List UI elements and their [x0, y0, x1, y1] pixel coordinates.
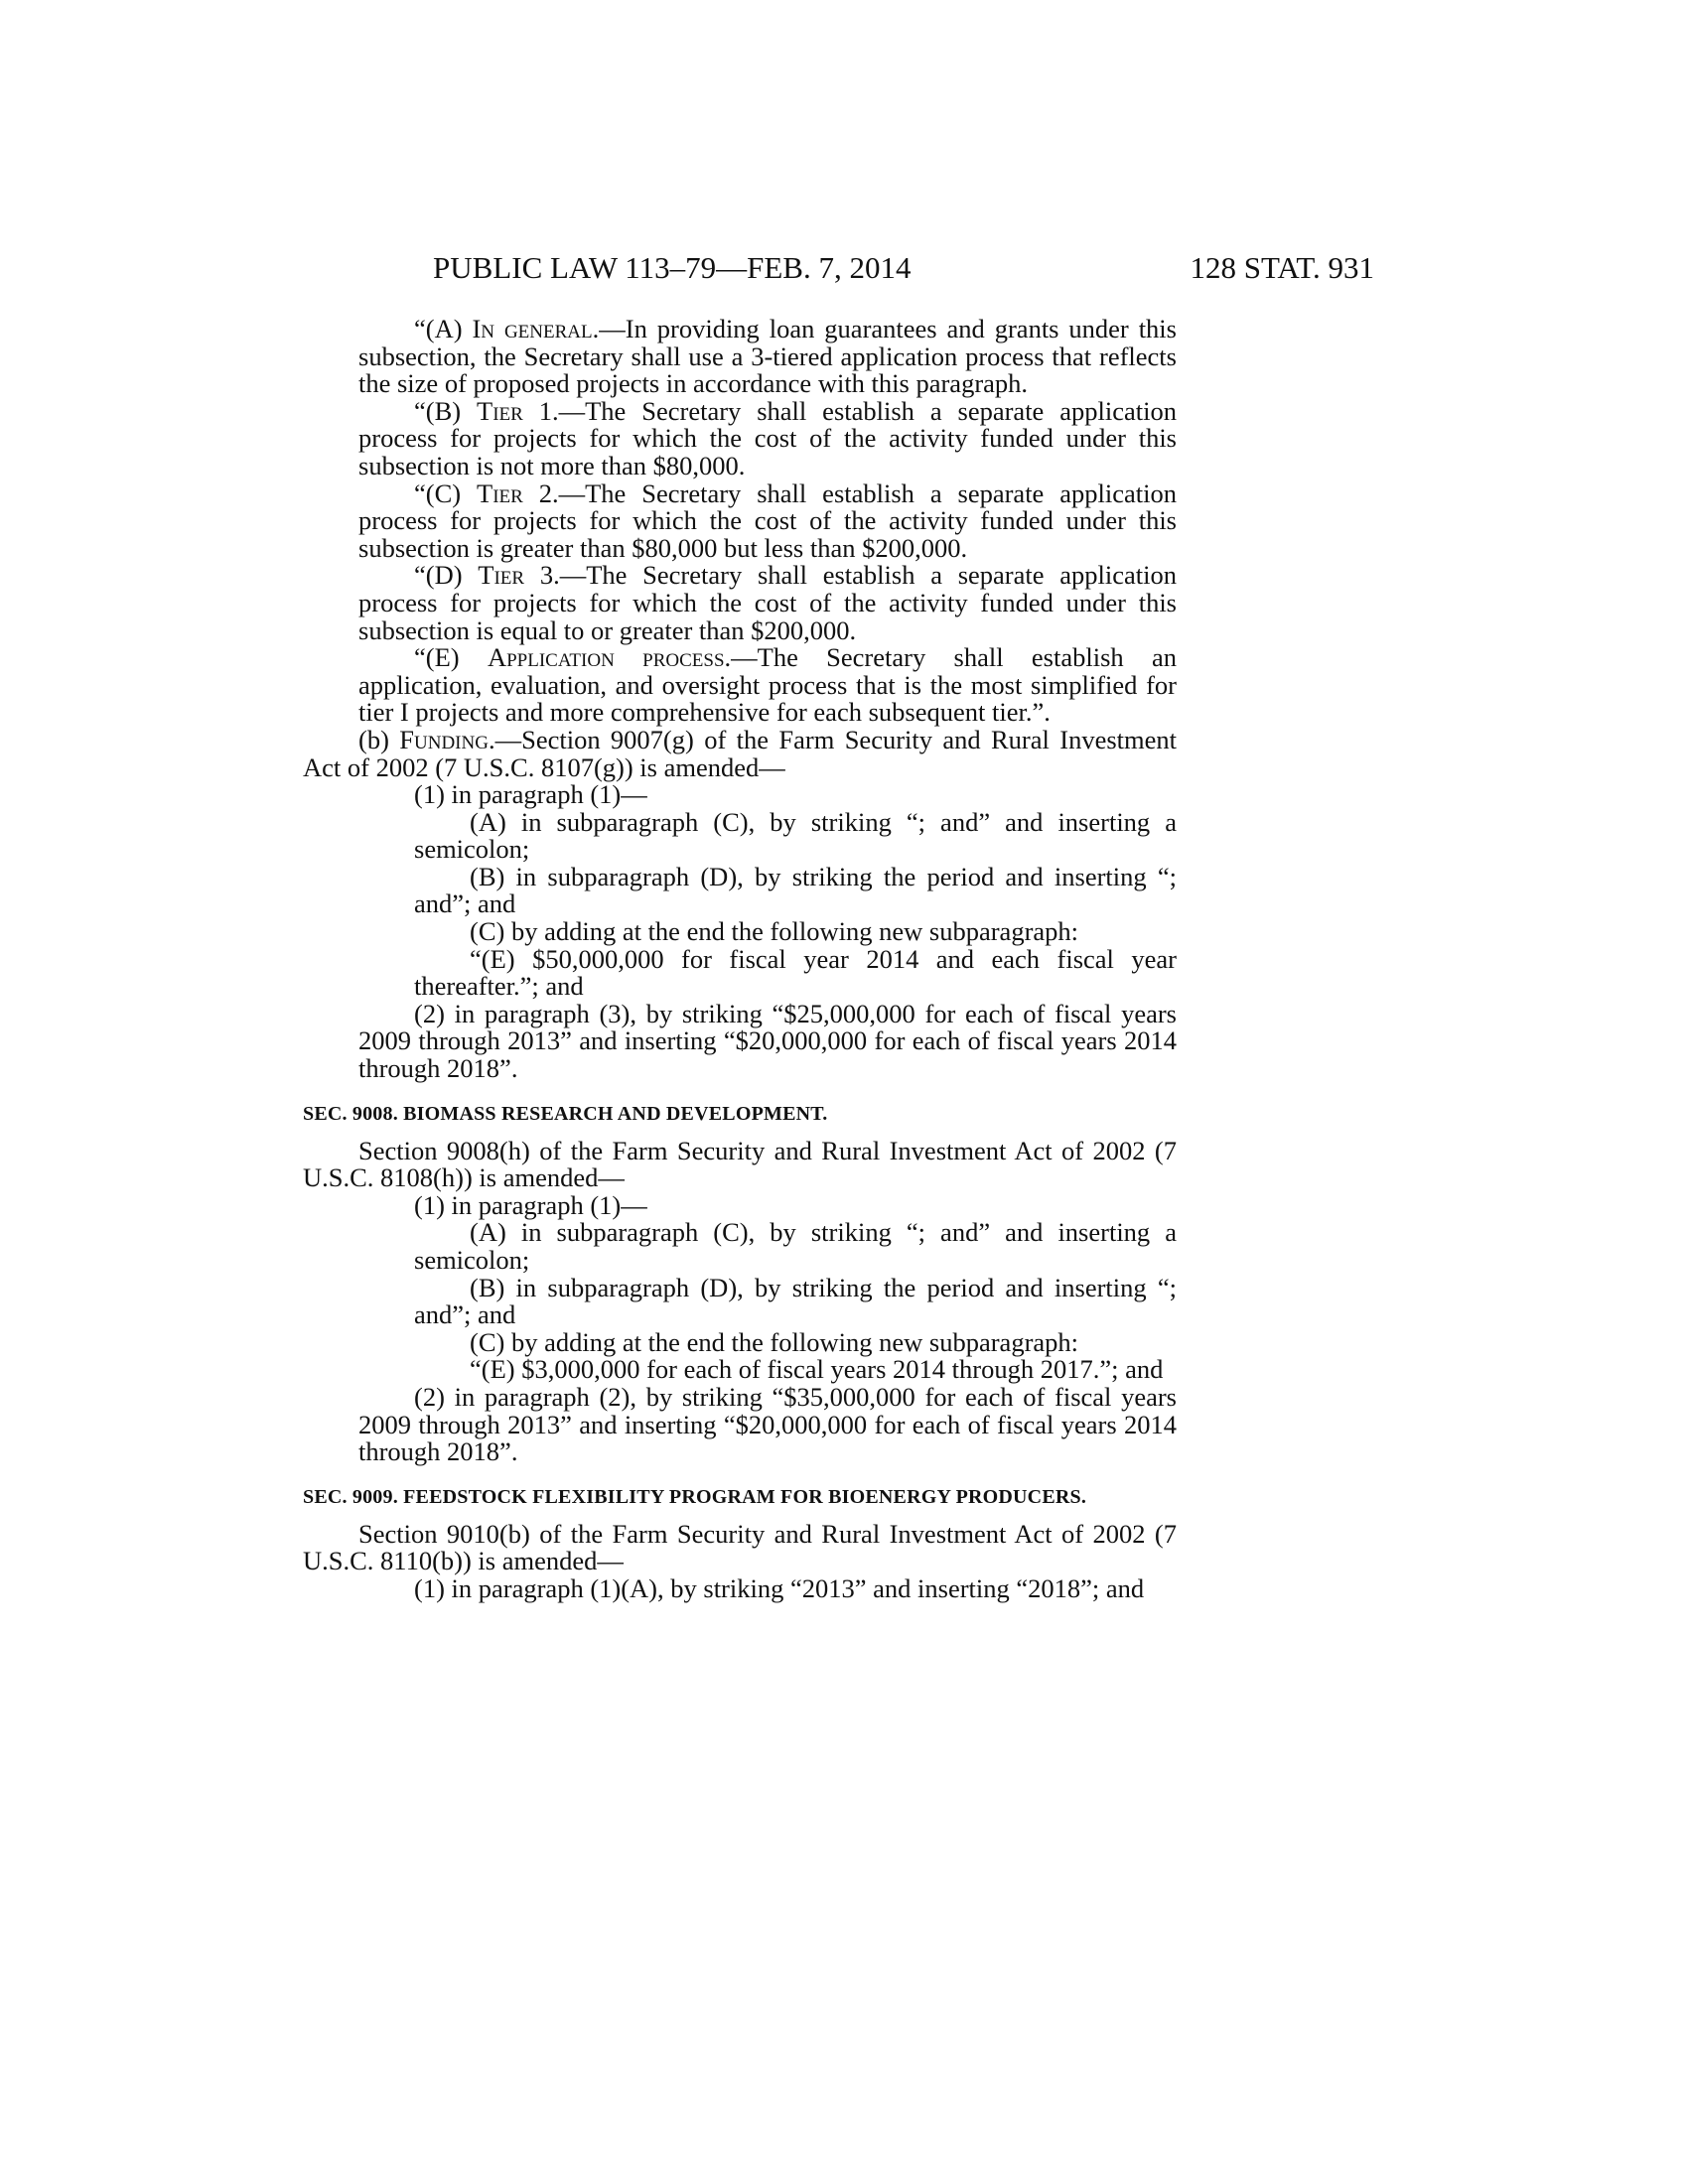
enum-label: “(A) [414, 314, 473, 343]
section-heading-9008: SEC. 9008. BIOMASS RESEARCH AND DEVELOPMENT. [303, 1102, 828, 1125]
running-header [298, 246, 1374, 290]
amendment-subitem: (C) by adding at the end the following new subparagraph: [470, 1326, 1079, 1357]
enum-label: “(B) [414, 395, 478, 426]
amendment-subitem: (B) in subparagraph (D), by striking the period and inserting “; and”; and [414, 1272, 1177, 1330]
paragraph-heading: Application process [487, 642, 725, 673]
paragraph-heading: Tier 3 [478, 560, 554, 591]
paragraph-tier-1 [303, 395, 1177, 480]
paragraph-application-process [303, 644, 1177, 727]
amendment-subitem: (A) in subparagraph (C), by striking “; and” and inserting a semicolon; [414, 1217, 1177, 1275]
statute-page-number: 128 STAT. 931 [1190, 250, 1374, 285]
paragraph-text: .—The Secretary shall establish a separate application process for projects for which the cost of the activity funded under this subsection is not more than $80,000. [358, 395, 1177, 480]
enum-label: “(C) [414, 478, 478, 508]
paragraph-heading: Tier 1 [477, 395, 552, 426]
paragraph-funding [303, 724, 1177, 782]
section-heading-9009: SEC. 9009. FEEDSTOCK FLEXIBILITY PROGRAM FOR BIOENERGY PRODUCERS. [303, 1485, 1087, 1508]
paragraph-tier-2 [303, 480, 1177, 563]
enum-label: “(E) [414, 642, 488, 673]
paragraph-text: .—The Secretary shall establish an application, evaluation, and oversight process that is the most simplified for tier I projects and more comprehensive for each subsequent tier.”. [358, 642, 1177, 728]
amendment-subitem: (A) in subparagraph (C), by striking “; and” and inserting a semicolon; [414, 806, 1177, 865]
amendment-item: (1) in paragraph (1)(A), by striking “2013” and inserting “2018”; and [414, 1572, 1145, 1603]
public-law-title: PUBLIC LAW 113–79—FEB. 7, 2014 [433, 250, 912, 285]
paragraph-text: .—The Secretary shall establish a separate application process for projects for which the cost of the activity funded under this subsection is equal to or greater than $200,000. [358, 560, 1177, 645]
amendment-item: (1) in paragraph (1)— [414, 1189, 647, 1220]
paragraph-text: .—Section 9007(g) of the Farm Security and Rural Investment Act of 2002 (7 U.S.C. 8107(g)) is amended— [303, 724, 1177, 782]
section-9008-intro: Section 9008(h) of the Farm Security and Rural Investment Act of 2002 (7 U.S.C. 8108(h)) is amended— [303, 1135, 1177, 1193]
paragraph-heading: In general [472, 314, 593, 343]
inserted-text: “(E) $50,000,000 for fiscal year 2014 and each fiscal year thereafter.”; and [414, 943, 1177, 1002]
paragraph-text: .—In providing loan guarantees and grants under this subsection, the Secretary shall use a 3-tiered application process that reflects the size of proposed projects in accordance with this paragraph. [358, 314, 1177, 399]
enum-label: (b) [358, 724, 400, 754]
paragraph-tier-3 [303, 562, 1177, 644]
paragraph-text: .—The Secretary shall establish a separate application process for projects for which the cost of the activity funded under this subsection is greater than $80,000 but less than $200,000. [358, 478, 1177, 563]
document-body [303, 316, 1177, 1603]
inserted-text: “(E) $3,000,000 for each of fiscal years 2014 through 2017.”; and [470, 1354, 1164, 1385]
enum-label: “(D) [414, 560, 479, 591]
paragraph-tier-general [303, 316, 1177, 398]
section-9009-intro: Section 9010(b) of the Farm Security and Rural Investment Act of 2002 (7 U.S.C. 8110(b)) is amended— [303, 1518, 1177, 1576]
amendment-item: (1) in paragraph (1)— [414, 779, 647, 810]
amendment-item: (2) in paragraph (3), by striking “$25,000,000 for each of fiscal years 2009 through 2013” and inserting “$20,000,000 for each of fiscal years 2014 through 2018”. [358, 998, 1177, 1084]
paragraph-heading: Tier 2 [477, 478, 552, 508]
amendment-subitem: (B) in subparagraph (D), by striking the period and inserting “; and”; and [414, 861, 1177, 919]
amendment-subitem: (C) by adding at the end the following new subparagraph: [470, 916, 1079, 947]
amendment-item: (2) in paragraph (2), by striking “$35,000,000 for each of fiscal years 2009 through 2013” and inserting “$20,000,000 for each of fiscal years 2014 through 2018”. [358, 1381, 1177, 1467]
paragraph-heading: Funding [399, 724, 489, 754]
